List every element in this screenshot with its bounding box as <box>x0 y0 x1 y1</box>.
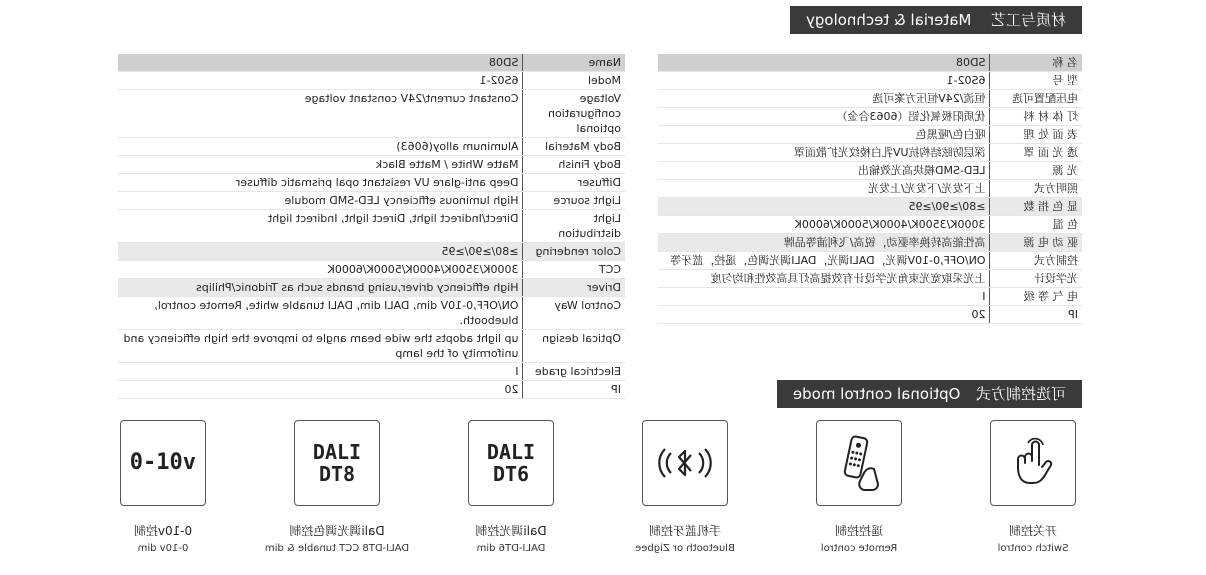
spec-value: Deep anti-glare UV resistant opal prismatic diffuser <box>118 174 523 192</box>
mode-dali-dt8 <box>252 420 422 554</box>
spec-key: 显 色 指 数 <box>990 198 1082 216</box>
spec-value: High luminous efficiency LED-SMD module <box>118 192 523 210</box>
zero-ten-v-label: 0-10v <box>129 450 197 475</box>
spec-row <box>658 216 1082 234</box>
spec-value: 恒流/24V恒压方案可选 <box>658 90 990 108</box>
spec-row <box>658 288 1082 306</box>
spec-row <box>658 90 1082 108</box>
spec-value: High efficiency driver,using brands such as Tridonic/Philips <box>118 279 523 297</box>
spec-key: 光学设计 <box>990 270 1082 288</box>
spec-row <box>118 54 625 72</box>
spec-key: 灯 体 材 料 <box>990 108 1082 126</box>
spec-row <box>658 162 1082 180</box>
mode-bluetooth-en: Bluetooth or Zigbee <box>635 543 735 554</box>
spec-table-en <box>118 54 625 399</box>
spec-value: LED-SMD模块高光效输出 <box>658 162 990 180</box>
spec-value: ≥80/≥90/≥95 <box>658 198 990 216</box>
spec-row <box>658 252 1082 270</box>
mode-0-10v-en: 0-10v dim <box>137 543 189 554</box>
spec-key: 光 源 <box>990 162 1082 180</box>
mode-dali-dt6-en: DALI-DT6 dim <box>476 543 546 554</box>
spec-value: 高性能高转换率驱动，锐高/飞利浦等品牌 <box>658 234 990 252</box>
spec-key: Optical design <box>523 330 625 363</box>
mode-dali-dt8-cn: Dali调光调色控制 <box>289 524 385 538</box>
remote-control-icon <box>834 433 884 493</box>
spec-row <box>118 72 625 90</box>
spec-row <box>658 54 1082 72</box>
spec-value: 上光采取宽光束角光学设计有效提高灯具高效性和均匀度 <box>658 270 990 288</box>
spec-key: 照明方式 <box>990 180 1082 198</box>
spec-row <box>658 270 1082 288</box>
mode-remote-cn: 遥控控制 <box>835 524 884 538</box>
spec-key: Driver <box>523 279 625 297</box>
mode-switch-cn: 开关控制 <box>1009 524 1058 538</box>
spec-key: Voltage configuration optional <box>523 90 625 138</box>
dali-dt6-label: DALI DT6 <box>486 440 536 486</box>
spec-row <box>118 156 625 174</box>
spec-row <box>658 180 1082 198</box>
spec-table-cn <box>658 54 1082 324</box>
mode-dali-dt6-box <box>468 420 554 506</box>
mode-dali-dt6 <box>426 420 596 554</box>
spec-key: Diffuser <box>523 174 625 192</box>
mode-0-10v-box <box>120 420 206 506</box>
spec-value: ON/OFF,0-10V dim, DALI dim, DALI tunable white, Remote control, bluebooth. <box>118 297 523 330</box>
mode-switch-en: Switch control <box>997 543 1069 554</box>
spec-key: Body Finish <box>523 156 625 174</box>
spec-key: 电 气 等 级 <box>990 288 1082 306</box>
spec-row <box>658 144 1082 162</box>
spec-value: up light adopts the wide beam angle to improve the high efficiency and uniformity of the lamp <box>118 330 523 363</box>
spec-row <box>118 363 625 381</box>
mode-bluetooth-box <box>642 420 728 506</box>
mode-bluetooth <box>600 420 770 554</box>
spec-key: IP <box>523 381 625 399</box>
spec-row <box>118 192 625 210</box>
material-title-cn: 材质与工艺 <box>990 11 1066 29</box>
spec-row <box>658 108 1082 126</box>
mode-remote-box <box>816 420 902 506</box>
spec-key: 控制方式 <box>990 252 1082 270</box>
spec-value: 3000K/3500K/4000K/5000K/6000K <box>658 216 990 234</box>
mode-0-10v <box>78 420 248 554</box>
spec-value: SD08 <box>118 54 523 72</box>
mode-bluetooth-cn: 手机蓝牙控制 <box>649 524 722 538</box>
spec-value: Constant current/24V constant voltage <box>118 90 523 138</box>
control-title-bar <box>777 380 1082 408</box>
spec-row <box>118 297 625 330</box>
spec-row <box>118 381 625 399</box>
spec-value: Aluminum alloy(6063) <box>118 138 523 156</box>
spec-value: ON/OFF,0-10V调光，DALI调光，DALI调光调色，遥控，蓝牙等 <box>658 252 990 270</box>
mode-switch <box>948 420 1118 554</box>
spec-key: Control Way <box>523 297 625 330</box>
spec-key: 型 号 <box>990 72 1082 90</box>
spec-key: Body Material <box>523 138 625 156</box>
spec-value: 6S02-1 <box>658 72 990 90</box>
spec-value: ≥80/≥90/≥95 <box>118 243 523 261</box>
spec-key: 表 面 处 理 <box>990 126 1082 144</box>
hand-pointer-icon <box>1009 435 1057 491</box>
mode-0-10v-cn: 0-10v控制 <box>133 524 193 538</box>
spec-key: IP <box>990 306 1082 324</box>
spec-row <box>658 306 1082 324</box>
mode-switch-box <box>990 420 1076 506</box>
mode-dali-dt6-cn: Dali调光控制 <box>475 524 547 538</box>
dali-dt8-label: DALI DT8 <box>312 440 362 486</box>
spec-key: 色 温 <box>990 216 1082 234</box>
spec-key: 电压配置可选 <box>990 90 1082 108</box>
spec-value: 哑白色/哑黑色 <box>658 126 990 144</box>
control-title-cn: 可选控制方式 <box>975 385 1066 403</box>
spec-value: I <box>118 363 523 381</box>
spec-row <box>118 243 625 261</box>
spec-value: 深层防眩结构抗UV乳白棱纹光扩散面罩 <box>658 144 990 162</box>
control-title-en: Optional control mode <box>792 385 961 403</box>
spec-row <box>118 330 625 363</box>
spec-value: Matte White / Matte Black <box>118 156 523 174</box>
spec-key: Name <box>523 54 625 72</box>
spec-value: Direct/Indirect light, Direct light, Indirect light <box>118 210 523 243</box>
spec-row <box>118 138 625 156</box>
spec-row <box>658 198 1082 216</box>
mode-remote <box>774 420 944 554</box>
spec-value: 20 <box>658 306 990 324</box>
spec-value: 上下发光/下发光/上发光 <box>658 180 990 198</box>
spec-row <box>658 234 1082 252</box>
spec-row <box>118 279 625 297</box>
spec-value: SD08 <box>658 54 990 72</box>
spec-value: 6S02-1 <box>118 72 523 90</box>
spec-value: I <box>658 288 990 306</box>
material-title-bar <box>790 6 1082 34</box>
spec-key: 透 光 面 罩 <box>990 144 1082 162</box>
spec-row <box>118 174 625 192</box>
spec-key: 驱 动 电 源 <box>990 234 1082 252</box>
spec-key: Light distribution <box>523 210 625 243</box>
material-title-en: Material & technology <box>805 11 972 29</box>
spec-key: Electrical grade <box>523 363 625 381</box>
spec-key: Light source <box>523 192 625 210</box>
spec-key: Model <box>523 72 625 90</box>
control-modes <box>0 420 1206 575</box>
spec-value: 优质阳极氧化铝（6063合金） <box>658 108 990 126</box>
mode-dali-dt8-box <box>294 420 380 506</box>
bluetooth-icon <box>655 443 715 483</box>
spec-key: CCT <box>523 261 625 279</box>
spec-row <box>118 210 625 243</box>
spec-key: Color rendering <box>523 243 625 261</box>
mode-remote-en: Remote control <box>820 543 898 554</box>
spec-key: 名 称 <box>990 54 1082 72</box>
mode-dali-dt8-en: DALI-DT8 CCT tunable & dim <box>264 543 410 554</box>
spec-row <box>118 261 625 279</box>
spec-row <box>658 72 1082 90</box>
spec-row <box>118 90 625 138</box>
spec-value: 20 <box>118 381 523 399</box>
spec-row <box>658 126 1082 144</box>
spec-value: 3000K/3500K/4000K/5000K/6000K <box>118 261 523 279</box>
